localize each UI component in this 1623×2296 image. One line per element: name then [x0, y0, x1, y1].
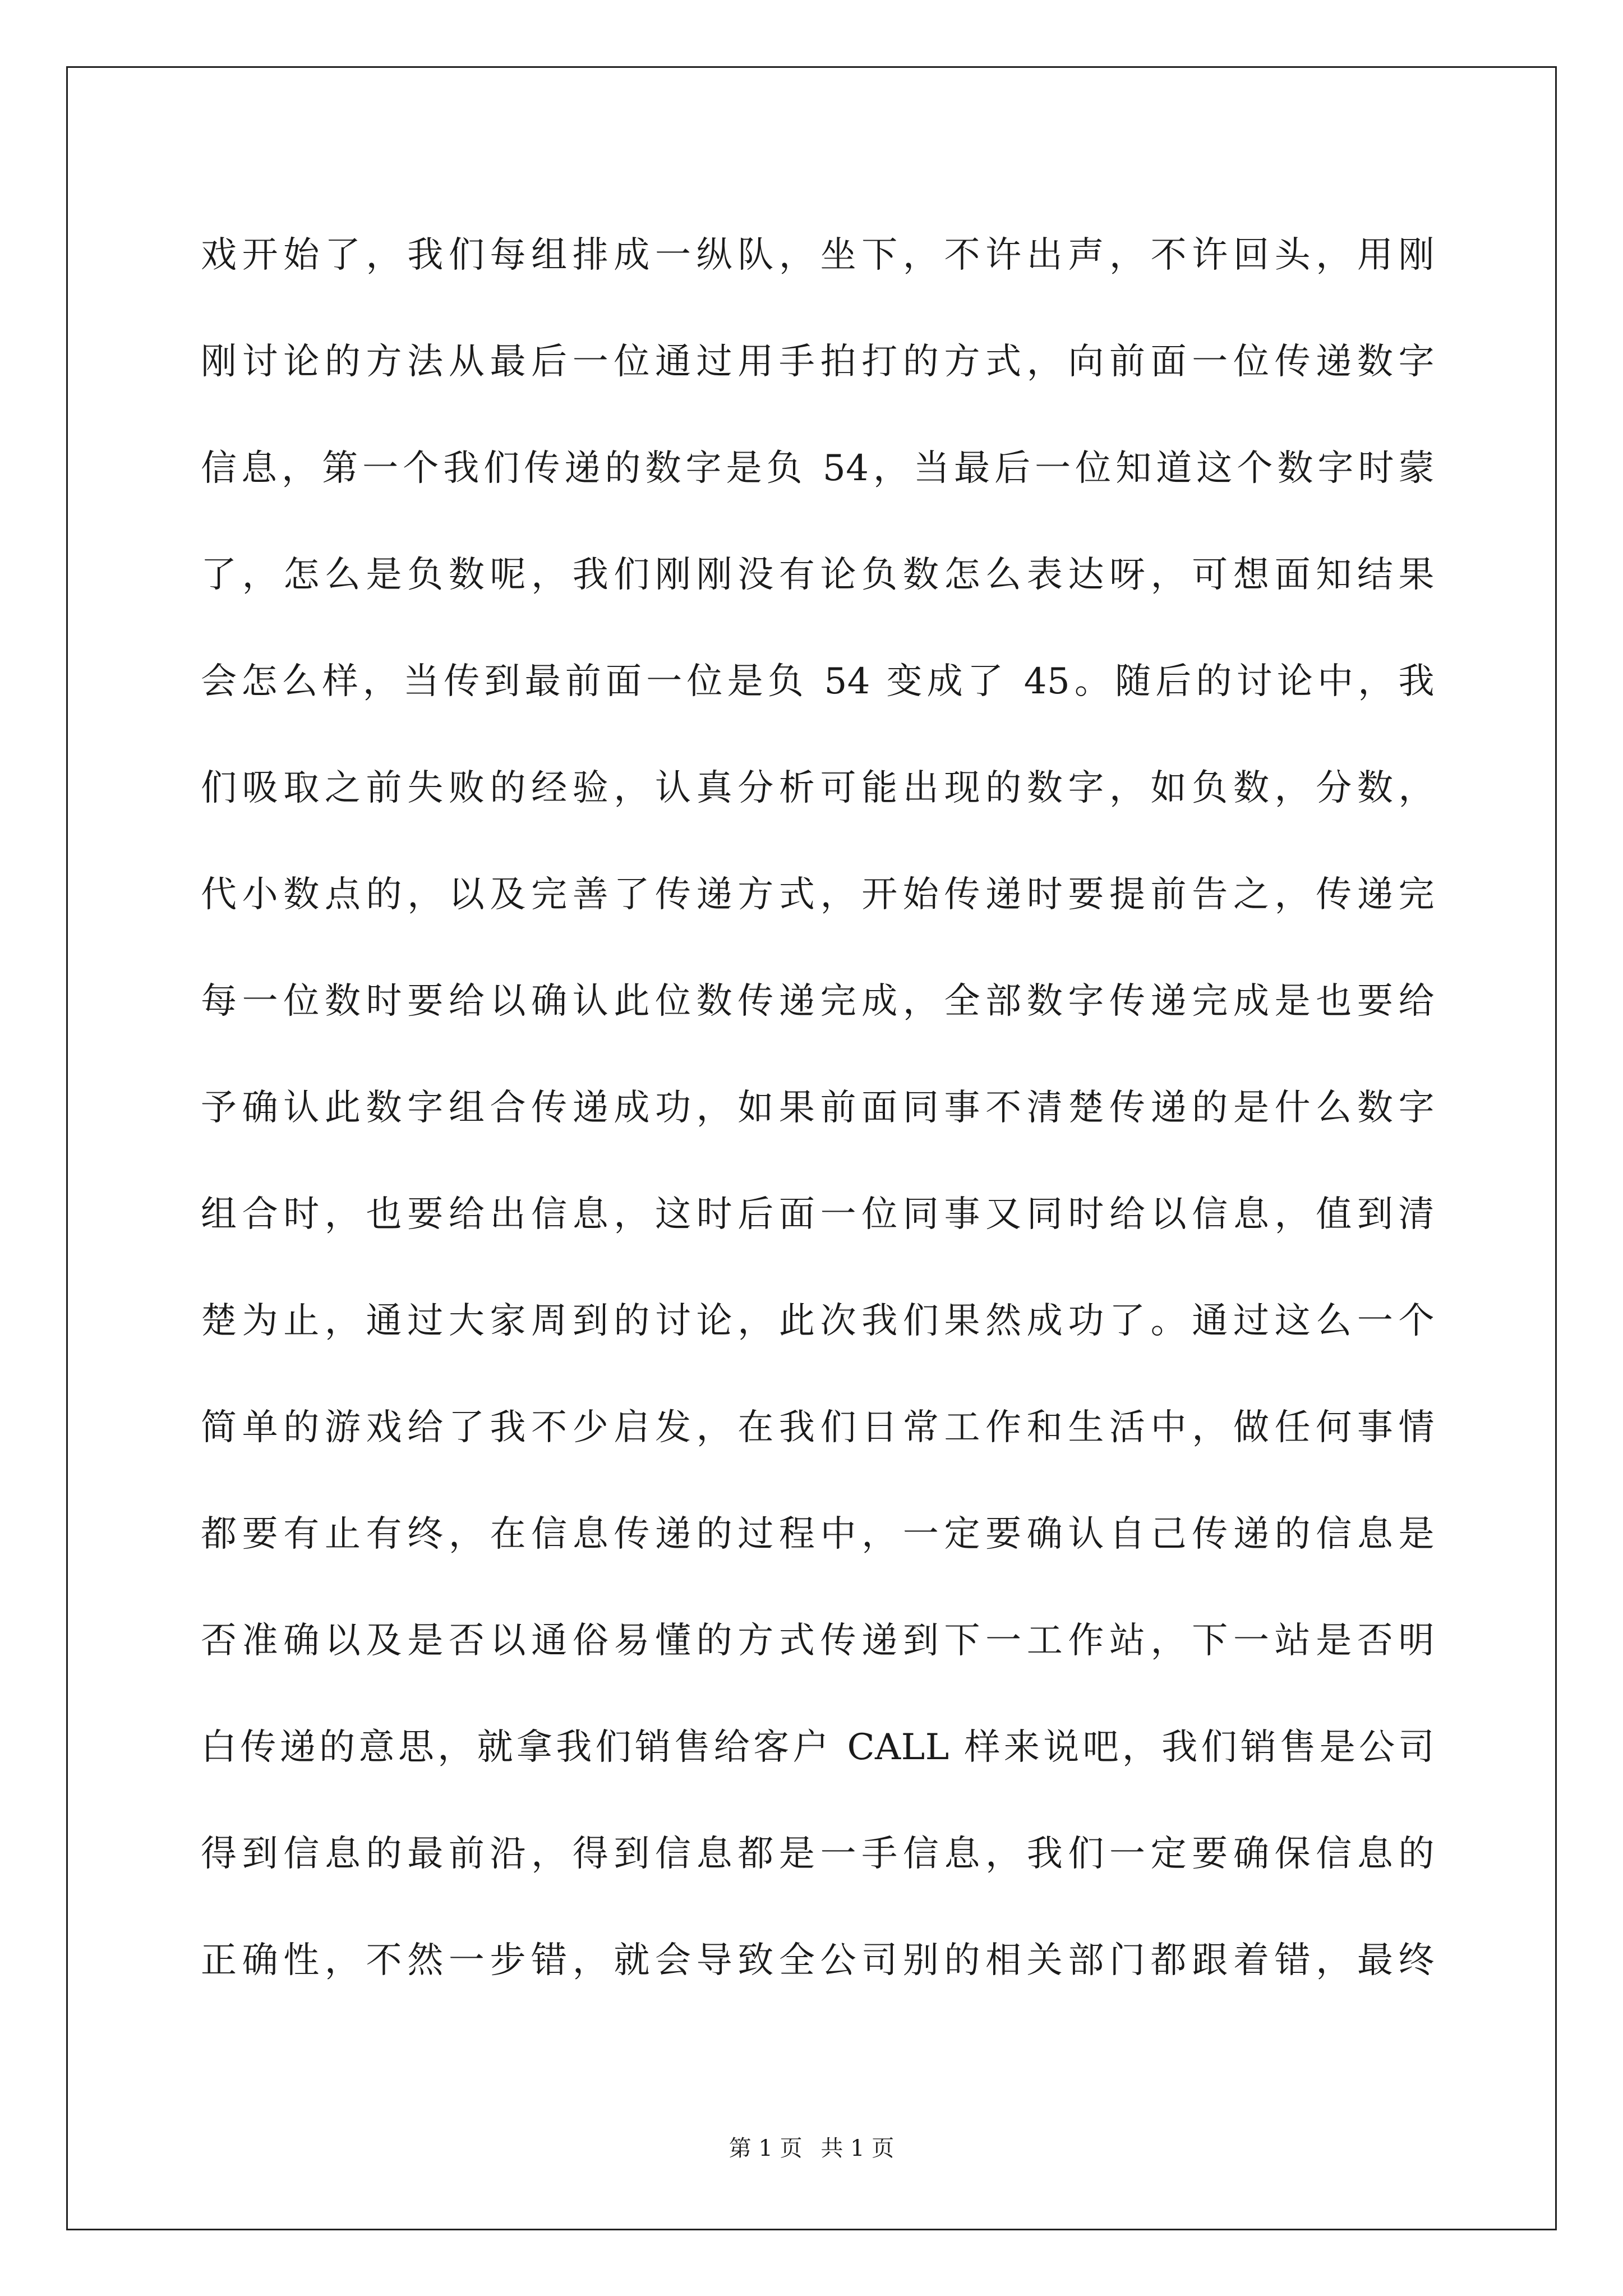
page-number-current: 第 1 页	[728, 2136, 803, 2161]
text-line: 白传递的意思，就拿我们销售给客户 CALL 样来说吧，我们销售是公司	[201, 1727, 1435, 1768]
text-line: 组合时，也要给出信息，这时后面一位同事又同时给以信息，值到清	[201, 1194, 1435, 1235]
page-footer	[0, 2132, 1623, 2165]
text-line: 每一位数时要给以确认此位数传递完成，全部数字传递完成是也要给	[201, 981, 1435, 1022]
text-line: 刚讨论的方法从最后一位通过用手拍打的方式，向前面一位传递数字	[201, 341, 1435, 383]
text-line: 们吸取之前失败的经验，认真分析可能出现的数字，如负数，分数，	[201, 767, 1435, 809]
text-line: 会怎么样，当传到最前面一位是负 54 变成了 45。随后的讨论中，我	[201, 661, 1435, 702]
text-line: 代小数点的，以及完善了传递方式，开始传递时要提前告之，传递完	[201, 874, 1435, 915]
text-line: 予确认此数字组合传递成功，如果前面同事不清楚传递的是什么数字	[201, 1087, 1435, 1129]
text-line: 了，怎么是负数呢，我们刚刚没有论负数怎么表达呀，可想面知结果	[201, 554, 1435, 596]
document-body	[201, 202, 1435, 2014]
text-line: 都要有止有终，在信息传递的过程中，一定要确认自己传递的信息是	[201, 1513, 1435, 1555]
page-number-total: 共 1 页	[820, 2136, 895, 2161]
text-line: 戏开始了，我们每组排成一纵队，坐下，不许出声，不许回头，用刚	[201, 234, 1435, 276]
text-line: 信息，第一个我们传递的数字是负 54，当最后一位知道这个数字时蒙	[201, 448, 1435, 489]
text-line: 楚为止，通过大家周到的讨论，此次我们果然成功了。通过这么一个	[201, 1300, 1435, 1342]
text-line: 正确性，不然一步错，就会导致全公司别的相关部门都跟着错，最终	[201, 1940, 1435, 1981]
text-line: 否准确以及是否以通俗易懂的方式传递到下一工作站，下一站是否明	[201, 1620, 1435, 1662]
text-line: 简单的游戏给了我不少启发，在我们日常工作和生活中，做任何事情	[201, 1407, 1435, 1448]
text-line: 得到信息的最前沿，得到信息都是一手信息，我们一定要确保信息的	[201, 1833, 1435, 1875]
